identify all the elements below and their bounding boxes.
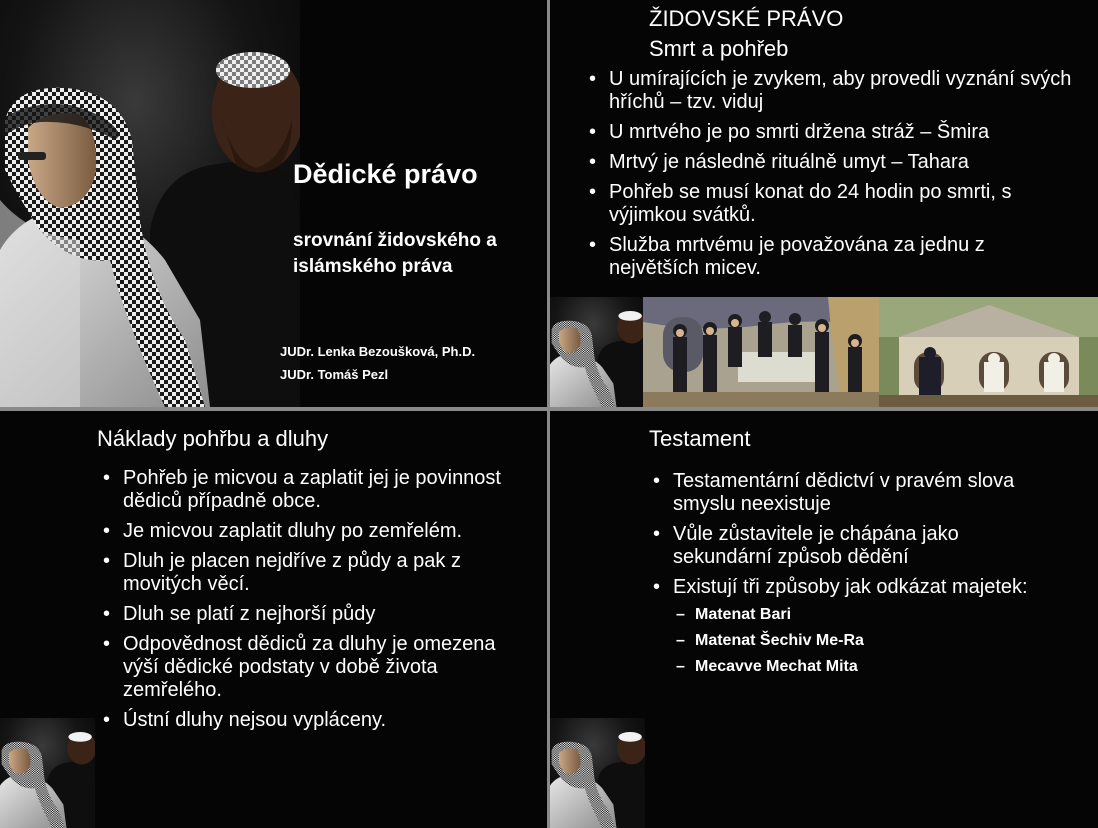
slide3-title: Náklady pohřbu a dluhy: [97, 426, 329, 451]
slide1-author1: JUDr. Lenka Bezoušková, Ph.D.: [280, 344, 476, 359]
slide2-subtitle: Smrt a pohřeb: [649, 36, 789, 61]
list-item: • Pohřeb se musí konat do 24 hodin po smrti, s výjimkou svátků.: [587, 181, 1077, 227]
slide2-title: ŽIDOVSKÉ PRÁVO: [649, 6, 844, 31]
cemetery-painting: [879, 297, 1098, 407]
list-item: • Ústní dluhy nejsou vypláceny.: [101, 709, 501, 732]
list-item: • Odpovědnost dědiců za dluhy je omezena výší dědické podstaty v době života zemřelého.: [101, 633, 501, 702]
slide1-subtitle-line2: islámského práva: [293, 256, 453, 277]
sub-list-item: – Matenat Bari: [673, 605, 1051, 625]
slide4-bullet-list: [651, 470, 1051, 684]
list-item: • Testamentární dědictví v pravém slova smyslu neexistuje: [651, 470, 1051, 516]
slide1-author2: JUDr. Tomáš Pezl: [280, 367, 389, 382]
title-photo: [0, 0, 300, 407]
list-item: [651, 576, 1051, 677]
sub-list-item: – Mecavve Mechat Mita: [673, 657, 1051, 677]
list-item: • U umírajících je zvykem, aby provedli vyznání svých hříchů – tzv. viduj: [587, 68, 1077, 114]
slide3-bullet-list: [101, 467, 501, 739]
sub-list-item: – Matenat Šechiv Me-Ra: [673, 631, 1051, 651]
slide4-title: Testament: [649, 426, 751, 451]
list-item: • Dluh se platí z nejhorší půdy: [101, 603, 501, 626]
list-item: • Vůle zůstavitele je chápána jako sekundární způsob dědění: [651, 523, 1051, 569]
list-item: • Mrtvý je následně rituálně umyt – Tahara: [587, 151, 1077, 174]
corner-photo: [550, 297, 645, 407]
slide1-title: Dědické právo: [293, 159, 478, 189]
slide-jewish-law-death[interactable]: [550, 0, 1098, 407]
slide-funeral-costs-debts[interactable]: [0, 411, 547, 828]
list-item-text: Existují tři způsoby jak odkázat majetek:: [673, 576, 1028, 598]
list-item: • U mrtvého je po smrti držena stráž – Šmira: [587, 121, 1077, 144]
slide2-bullet-list: [587, 68, 1077, 287]
list-item: • Je micvou zaplatit dluhy po zemřelém.: [101, 520, 501, 543]
slide1-subtitle-line1: srovnání židovského a: [293, 230, 497, 251]
burial-ritual-painting: [643, 297, 879, 407]
list-item: • Pohřeb je micvou a zaplatit jej je povinnost dědiců případně obce.: [101, 467, 501, 513]
list-item: • Služba mrtvému je považována za jednu z největších micev.: [587, 234, 1077, 280]
corner-photo: [0, 718, 95, 828]
list-item: • Dluh je placen nejdříve z půdy a pak z movitých věcí.: [101, 550, 501, 596]
slide-title[interactable]: [0, 0, 547, 407]
slide-testament[interactable]: [550, 411, 1098, 828]
corner-photo: [550, 718, 645, 828]
slide4-sub-list: [673, 605, 1051, 677]
